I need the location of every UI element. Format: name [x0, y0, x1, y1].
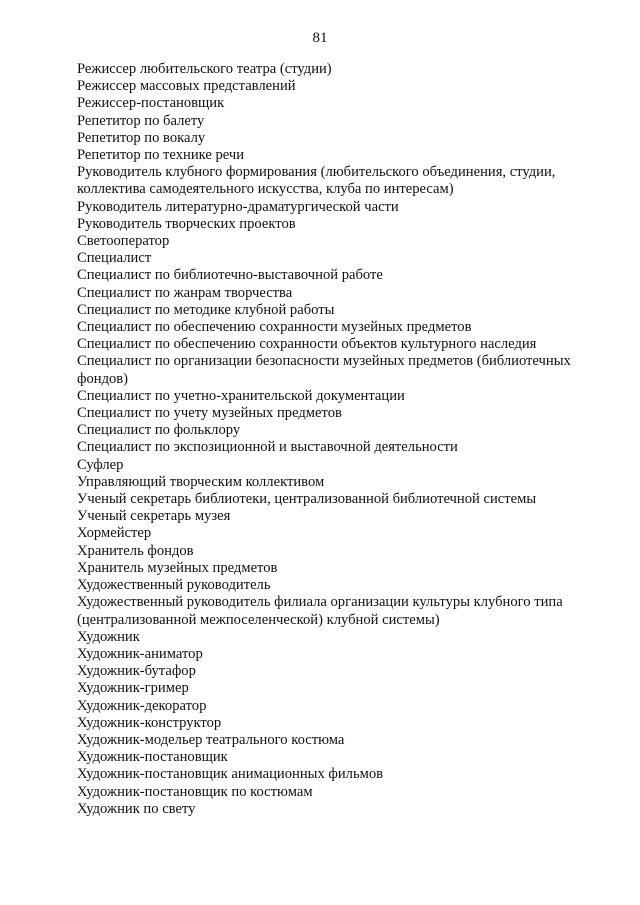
list-item: Художник	[77, 628, 140, 645]
list-item: Репетитор по технике речи	[77, 147, 245, 164]
list-item-continuation: (централизованной межпоселенческой) клубной системы)	[77, 611, 440, 628]
list-item: Репетитор по вокалу	[77, 129, 206, 146]
list-item: Хранитель фондов	[77, 542, 194, 559]
list-item: Художник-постановщик	[77, 749, 228, 766]
list-item: Специалист по экспозиционной и выставочной деятельности	[77, 439, 458, 456]
list-item: Художественный руководитель филиала организации культуры клубного типа	[77, 594, 563, 611]
list-item: Управляющий творческим коллективом	[77, 473, 325, 490]
list-item: Специалист по учету музейных предметов	[77, 405, 342, 422]
list-item: Специалист по обеспечению сохранности музейных предметов	[77, 319, 472, 336]
list-item: Светооператор	[77, 233, 170, 250]
list-item: Художник-конструктор	[77, 714, 222, 731]
list-item: Художественный руководитель	[77, 577, 271, 594]
list-item: Специалист по фольклору	[77, 422, 241, 439]
list-item: Художник-модельер театрального костюма	[77, 731, 345, 748]
page-number: 81	[312, 30, 328, 46]
list-item: Хормейстер	[77, 525, 152, 542]
list-item: Специалист по учетно-хранительской документации	[77, 387, 405, 404]
list-item: Специалист по библиотечно-выставочной работе	[77, 267, 383, 284]
list-item: Руководитель творческих проектов	[77, 215, 296, 232]
list-item: Руководитель клубного формирования (любительского объединения, студии,	[77, 164, 556, 181]
list-item: Специалист	[77, 250, 152, 267]
list-item: Хранитель музейных предметов	[77, 559, 278, 576]
list-item-continuation: фондов)	[77, 370, 129, 387]
occupation-list	[77, 61, 597, 818]
list-item: Специалист по методике клубной работы	[77, 301, 335, 318]
list-item: Художник-бутафор	[77, 663, 196, 680]
list-item: Художник-постановщик анимационных фильмов	[77, 766, 384, 783]
list-item: Художник-гример	[77, 680, 189, 697]
list-item: Репетитор по балету	[77, 112, 205, 129]
list-item: Специалист по жанрам творчества	[77, 284, 293, 301]
list-item: Художник по свету	[77, 800, 196, 817]
list-item: Суфлер	[77, 456, 124, 473]
list-item: Режиссер любительского театра (студии)	[77, 61, 332, 77]
list-item: Режиссер массовых представлений	[77, 78, 296, 95]
list-item: Ученый секретарь музея	[77, 508, 231, 525]
list-item: Ученый секретарь библиотеки, централизованной библиотечной системы	[77, 491, 537, 508]
list-item-continuation: коллектива самодеятельного искусства, клуба по интересам)	[77, 181, 454, 198]
list-item: Специалист по обеспечению сохранности объектов культурного наследия	[77, 336, 537, 353]
list-item: Художник-постановщик по костюмам	[77, 783, 313, 800]
list-item: Режиссер-постановщик	[77, 95, 225, 112]
list-item: Руководитель литературно-драматургической части	[77, 198, 399, 215]
list-item: Художник-аниматор	[77, 645, 203, 662]
list-item: Художник-декоратор	[77, 697, 207, 714]
list-item: Специалист по организации безопасности музейных предметов (библиотечных	[77, 353, 571, 370]
